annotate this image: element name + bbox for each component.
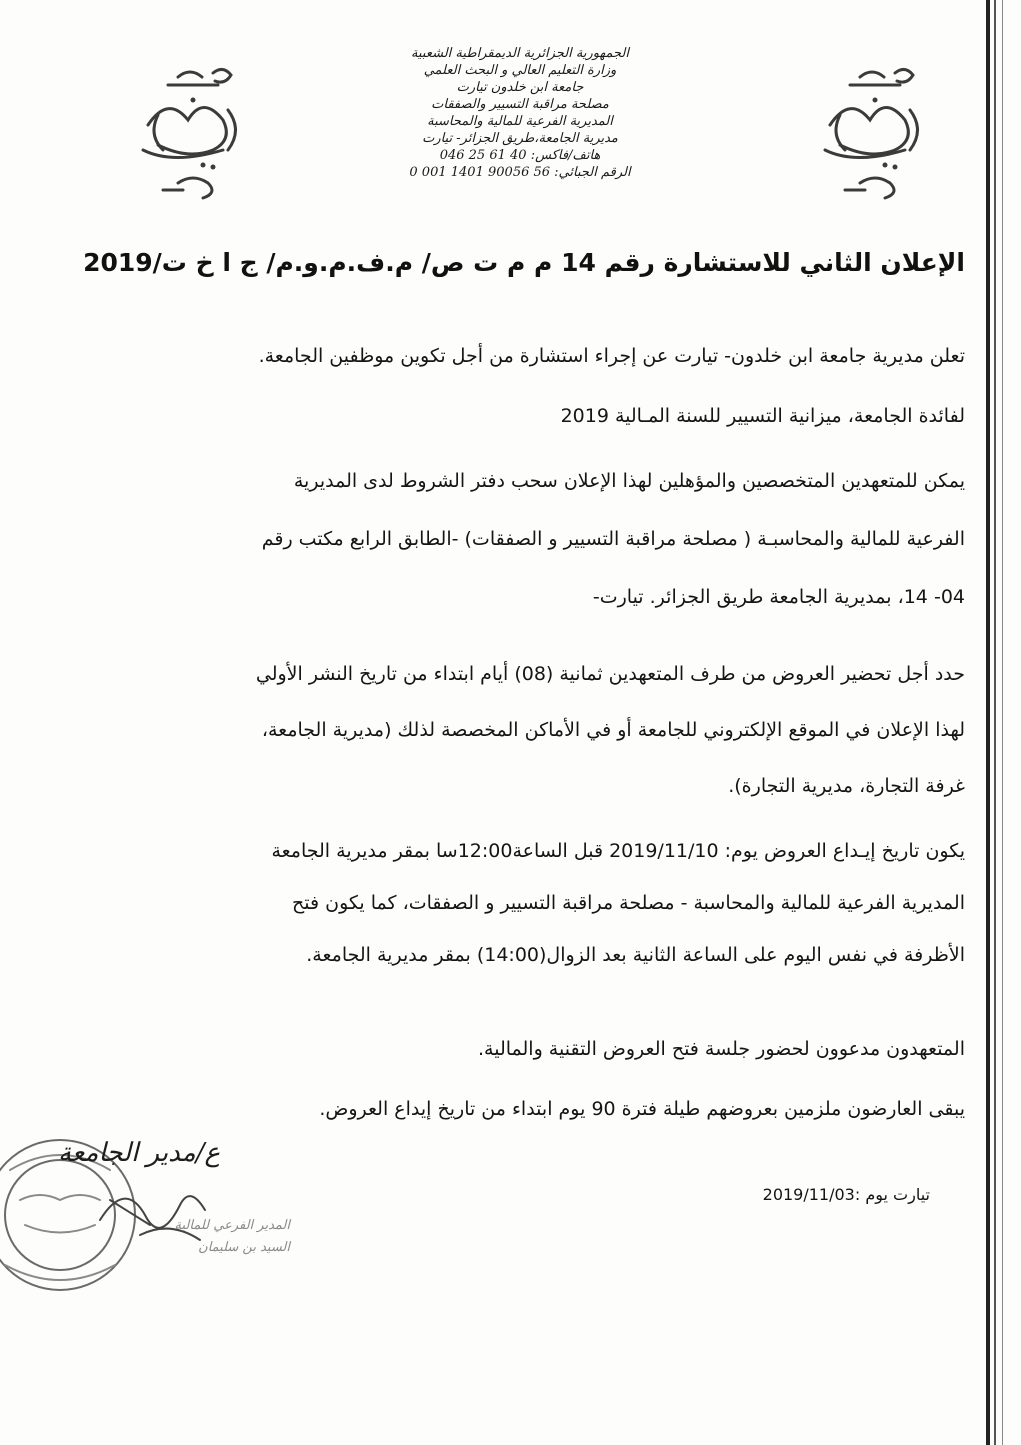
paragraph-intro	[40, 345, 965, 465]
university-logo-right-icon	[800, 55, 950, 215]
paragraph-submission	[40, 840, 965, 996]
signature-block	[160, 1215, 290, 1259]
header-address: مديرية الجامعة،طريق الجزائر- تيارت	[422, 131, 618, 146]
header-phone: هاتف/فاكس: 40 61 25 046	[439, 148, 601, 163]
header-ministry: وزارة التعليم العالي و البحث العلمي	[423, 63, 617, 78]
text-line: غرفة التجارة، مديرية التجارة).	[728, 775, 965, 797]
scan-border-line	[994, 0, 996, 1445]
paragraph-validity	[40, 1098, 965, 1120]
text-line: الأظرفة في نفس اليوم على الساعة الثانية بعد الزوال(14:00) بمقر مديرية الجامعة.	[306, 944, 965, 966]
header-republic: الجمهورية الجزائرية الديمقراطية الشعبية	[411, 46, 629, 61]
text-line: المتعهدون مدعوون لحضور جلسة فتح العروض التقنية والمالية.	[478, 1038, 965, 1060]
paragraph-conditions	[40, 470, 965, 644]
place-and-date: تيارت يوم :2019/11/03	[762, 1185, 930, 1204]
university-logo-left-icon	[118, 55, 268, 215]
header-university: جامعة ابن خلدون تيارت	[456, 80, 584, 95]
text-line: تعلن مديرية جامعة ابن خلدون- تيارت عن إجراء استشارة من أجل تكوين موظفين الجامعة.	[258, 345, 965, 367]
scan-border-line	[986, 0, 990, 1445]
signature-name: السيد بن سليمان	[198, 1240, 290, 1255]
text-line: المديرية الفرعية للمالية والمحاسبة - مصلحة مراقبة التسيير و الصفقات، كما يكون فتح	[292, 892, 965, 914]
text-line: يبقى العارضون ملزمين بعروضهم طيلة فترة 90 يوم ابتداء من تاريخ إيداع العروض.	[319, 1098, 965, 1120]
document-title: الإعلان الثاني للاستشارة رقم 14 م م ت ص/ م.ف.م.و.م/ ج ا خ ت/2019	[83, 248, 965, 277]
text-line: يمكن للمتعهدين المتخصصين والمؤهلين لهذا الإعلان سحب دفتر الشروط لدى المديرية	[293, 470, 965, 492]
text-line: لفائدة الجامعة، ميزانية التسيير للسنة المـالية 2019	[560, 405, 965, 427]
scan-border-line	[1002, 0, 1003, 1445]
header-subdirectorate: المديرية الفرعية للمالية والمحاسبة	[427, 114, 613, 129]
header-service: مصلحة مراقبة التسيير والصفقات	[431, 97, 609, 112]
text-line: لهذا الإعلان في الموقع الإلكتروني للجامعة أو في الأماكن المخصصة لذلك (مديرية الجامعة،	[261, 719, 965, 741]
paragraph-deadline	[40, 663, 965, 831]
signer-title: ع/مدير الجامعة	[58, 1138, 220, 1168]
text-line: حدد أجل تحضير العروض من طرف المتعهدين ثمانية (08) أيام ابتداء من تاريخ النشر الأولي	[255, 663, 965, 685]
header-tax-number: الرقم الجبائي: 56 90056 1401 001 0	[409, 165, 631, 180]
document-header	[370, 45, 670, 181]
paragraph-invitation	[40, 1038, 965, 1060]
signature-title: المدير الفرعي للمالية	[174, 1218, 290, 1233]
text-line: الفرعية للمالية والمحاسبـة ( مصلحة مراقبة التسيير و الصفقات) -الطابق الرابع مكتب رقم	[261, 528, 965, 550]
text-line: يكون تاريخ إيـداع العروض يوم: 2019/11/10 قبل الساعة12:00سا بمقر مديرية الجامعة	[271, 840, 965, 862]
text-line: 04- 14، بمديرية الجامعة طريق الجزائر. تيارت-	[592, 586, 965, 608]
